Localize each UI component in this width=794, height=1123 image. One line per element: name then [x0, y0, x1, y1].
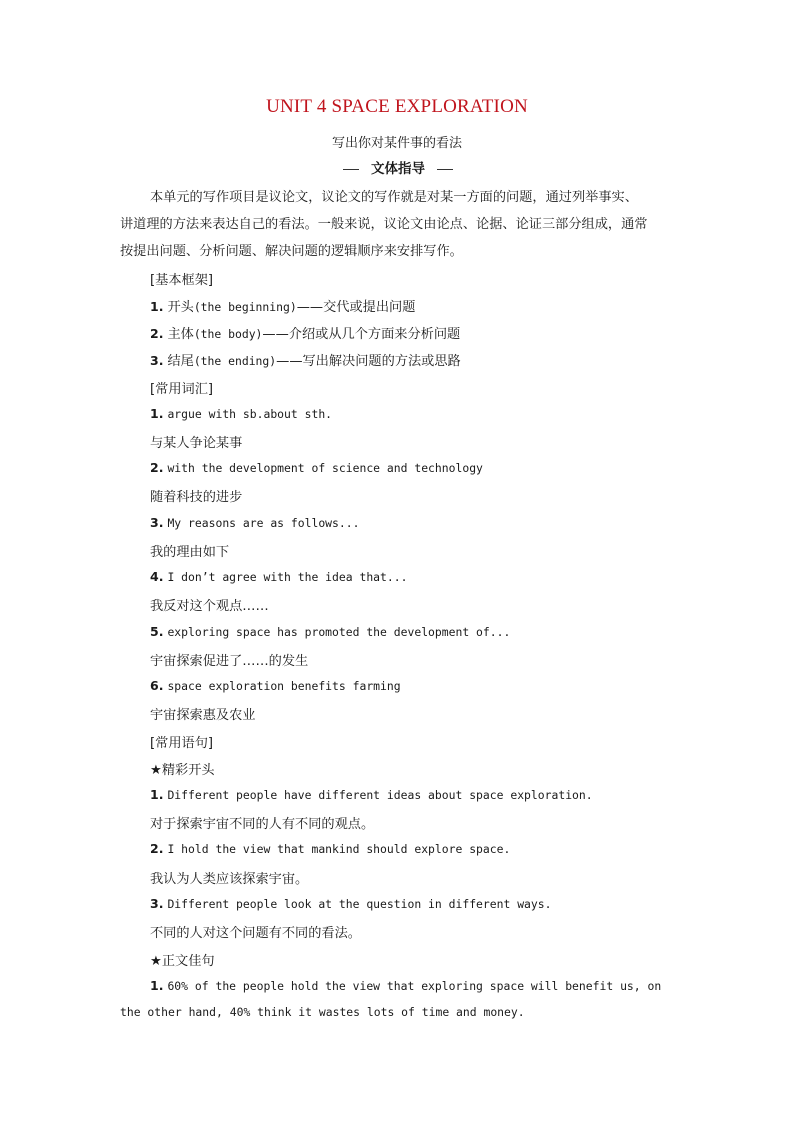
- vocab-item-en: 4. I don’t agree with the idea that...: [150, 569, 408, 584]
- section-heading: [343, 160, 453, 178]
- body-subheading: ★正文佳句: [150, 954, 215, 969]
- page-subtitle: 写出你对某件事的看法: [331, 136, 462, 151]
- vocab-item-zh: 随着科技的进步: [150, 490, 243, 505]
- vocab-item-en: 3. My reasons are as follows...: [150, 515, 360, 530]
- opening-subheading: ★精彩开头: [150, 763, 215, 778]
- opening-sentence-en: 3. Different people look at the question in different ways.: [150, 896, 552, 911]
- intro-line: 讲道理的方法来表达自己的看法。一般来说，议论文由论点、论据、论证三部分组成，通常: [120, 217, 648, 232]
- vocab-item-zh: 与某人争论某事: [150, 436, 243, 451]
- framework-item: 1. 开头(the beginning)——交代或提出问题: [150, 299, 416, 315]
- vocab-item-zh: 我反对这个观点……: [150, 599, 269, 614]
- page-title: UNIT 4 SPACE EXPLORATION: [266, 96, 528, 117]
- vocab-item-en: 5. exploring space has promoted the development of...: [150, 624, 511, 639]
- intro-line: 按提出问题、分析问题、解决问题的逻辑顺序来安排写作。: [120, 244, 463, 259]
- vocab-item-zh: 我的理由如下: [150, 545, 230, 560]
- vocab-item-en: 1. argue with sb.about sth.: [150, 406, 333, 421]
- opening-sentence-zh: 对于探索宇宙不同的人有不同的观点。: [150, 817, 375, 832]
- heading-rule-left: [343, 169, 359, 170]
- framework-item: 2. 主体(the body)——介绍或从几个方面来分析问题: [150, 326, 461, 342]
- body-sentence-en: 1. 60% of the people hold the view that exploring space will benefit us, on: [150, 978, 662, 993]
- sentences-heading: [常用语句]: [150, 736, 214, 751]
- vocab-item-en: 2. with the development of science and technology: [150, 460, 483, 475]
- opening-sentence-zh: 我认为人类应该探索宇宙。: [150, 872, 309, 887]
- vocab-heading: [常用词汇]: [150, 382, 214, 397]
- body-sentence-en-cont: the other hand, 40% think it wastes lots of time and money.: [120, 1005, 525, 1019]
- opening-sentence-zh: 不同的人对这个问题有不同的看法。: [150, 926, 361, 941]
- intro-line: 本单元的写作项目是议论文，议论文的写作就是对某一方面的问题，通过列举事实、: [150, 190, 638, 205]
- opening-sentence-en: 2. I hold the view that mankind should explore space.: [150, 841, 511, 856]
- heading-rule-right: [437, 169, 453, 170]
- vocab-item-zh: 宇宙探索惠及农业: [150, 708, 256, 723]
- section-heading-label: 文体指导: [361, 160, 435, 178]
- vocab-item-zh: 宇宙探索促进了……的发生: [150, 654, 309, 669]
- framework-heading: [基本框架]: [150, 273, 214, 288]
- framework-item: 3. 结尾(the ending)——写出解决问题的方法或思路: [150, 353, 461, 369]
- vocab-item-en: 6. space exploration benefits farming: [150, 678, 401, 693]
- opening-sentence-en: 1. Different people have different ideas about space exploration.: [150, 787, 593, 802]
